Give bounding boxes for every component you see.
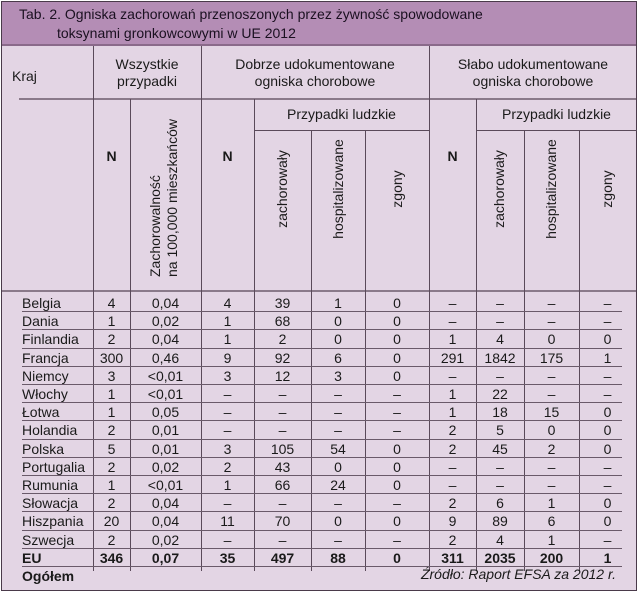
- value-cell: –: [496, 367, 504, 384]
- value-cell: –: [603, 313, 612, 330]
- value-cell: <0,01: [147, 386, 184, 402]
- value-cell: 2: [107, 458, 116, 475]
- value-cell: –: [496, 458, 504, 475]
- country-cell: Szwecja: [22, 531, 75, 548]
- value-cell: –: [547, 477, 556, 493]
- country-cell: Łotwa: [22, 404, 60, 421]
- value-cell: –: [393, 386, 401, 402]
- value-cell: –: [334, 531, 342, 548]
- value-cell: 18: [492, 404, 508, 421]
- country-cell: Francja: [22, 349, 69, 366]
- value-cell: 12: [274, 367, 291, 384]
- value-cell: 300: [99, 349, 124, 366]
- value-cell: 43: [274, 458, 291, 475]
- value-cell: 89: [492, 513, 508, 530]
- value-cell: 0: [334, 331, 342, 348]
- value-cell: 45: [492, 440, 508, 457]
- value-cell: 1: [107, 386, 116, 402]
- table-row: [2, 312, 636, 330]
- value-cell: 1: [334, 295, 342, 311]
- value-cell: –: [547, 386, 556, 402]
- table-row: [2, 349, 636, 367]
- header-hospitalizowane-slabo: hospitalizowane: [543, 139, 559, 239]
- value-cell: 39: [274, 295, 291, 311]
- value-cell: 88: [330, 549, 346, 566]
- value-cell: 0,02: [151, 531, 180, 548]
- value-cell: 4: [496, 331, 504, 348]
- value-cell: 0: [393, 549, 401, 566]
- value-cell: –: [223, 422, 232, 439]
- value-cell: –: [334, 422, 342, 439]
- table-frame: [1, 1, 637, 591]
- header-n-dobrze: N: [222, 148, 233, 164]
- header-zachorowalnosc-line2: na 100,000 mieszkańców: [164, 119, 180, 277]
- header-zgony: zgony: [389, 170, 405, 208]
- value-cell: 0: [393, 295, 401, 311]
- header-slabo: [429, 56, 637, 90]
- header-wszystkie-line1: Wszystkie: [115, 56, 179, 72]
- value-cell: –: [496, 477, 504, 493]
- value-cell: –: [603, 531, 612, 548]
- value-cell: 0: [393, 367, 401, 384]
- header-dobrze-line2: ogniska chorobowe: [254, 73, 376, 89]
- value-cell: 4: [107, 295, 116, 311]
- table-row: [2, 494, 636, 512]
- value-cell: 4: [223, 295, 232, 311]
- value-cell: 2: [448, 495, 457, 512]
- value-cell: 35: [219, 549, 236, 566]
- header-subdivider-slabo: [476, 130, 637, 131]
- value-cell: –: [334, 386, 342, 402]
- country-cell: Holandia: [22, 422, 78, 439]
- header-divider: [19, 98, 636, 100]
- value-cell: 1: [448, 331, 457, 348]
- value-cell: –: [278, 495, 287, 512]
- value-cell: 4: [496, 531, 504, 548]
- value-cell: 1: [603, 549, 612, 566]
- value-cell: –: [393, 495, 401, 512]
- value-cell: 311: [441, 549, 464, 566]
- value-cell: <0,01: [147, 477, 184, 493]
- value-cell: –: [448, 313, 457, 330]
- value-cell: 497: [270, 549, 295, 566]
- header-subdivider-dobrze: [254, 130, 429, 131]
- value-cell: 2: [223, 458, 232, 475]
- table-row: [2, 421, 636, 439]
- header-dobrze: [201, 56, 429, 90]
- value-cell: –: [223, 495, 232, 512]
- value-cell: 0,01: [151, 440, 180, 457]
- value-cell: 0: [393, 513, 401, 530]
- country-cell: Słowacja: [22, 495, 79, 512]
- value-cell: 0,04: [151, 295, 180, 311]
- value-cell: 92: [274, 349, 291, 366]
- value-cell: –: [393, 531, 401, 548]
- value-cell: 291: [440, 349, 465, 366]
- value-cell: 0: [393, 477, 401, 493]
- value-cell: 1842: [484, 349, 516, 366]
- value-cell: 0,46: [151, 349, 180, 366]
- value-cell: –: [278, 404, 287, 421]
- value-cell: –: [603, 367, 612, 384]
- country-cell: EU Ogółem: [22, 549, 75, 584]
- table-row: [2, 440, 636, 458]
- value-cell: 346: [99, 549, 124, 566]
- value-cell: –: [223, 386, 232, 402]
- value-cell: –: [603, 386, 612, 402]
- value-cell: –: [278, 386, 287, 402]
- value-cell: 2: [448, 531, 457, 548]
- value-cell: 2: [107, 422, 116, 439]
- country-cell: Rumunia: [22, 477, 79, 493]
- value-cell: 0: [393, 331, 401, 348]
- value-cell: –: [278, 531, 287, 548]
- source-note: Źródło: Raport EFSA za 2012 r.: [420, 566, 616, 582]
- value-cell: 1: [223, 313, 232, 330]
- value-cell: 2: [107, 495, 116, 512]
- table-row: [2, 476, 636, 494]
- value-cell: 6: [334, 349, 342, 366]
- table-row: [2, 385, 636, 403]
- table-title-bar: [2, 2, 636, 46]
- value-cell: –: [496, 313, 504, 330]
- header-dobrze-line1: Dobrze udokumentowane: [235, 56, 395, 72]
- country-cell: Dania: [22, 313, 59, 330]
- value-cell: –: [393, 422, 401, 439]
- country-cell: Polska: [22, 440, 65, 457]
- value-cell: –: [603, 295, 612, 311]
- value-cell: 0,04: [151, 331, 180, 348]
- value-cell: 9: [223, 349, 232, 366]
- value-cell: 5: [496, 422, 504, 439]
- table-row: [2, 403, 636, 421]
- value-cell: <0,01: [147, 367, 184, 384]
- value-cell: 200: [539, 549, 564, 566]
- value-cell: 11: [220, 513, 235, 530]
- value-cell: 1: [448, 386, 457, 402]
- value-cell: –: [547, 295, 556, 311]
- value-cell: –: [547, 313, 556, 330]
- value-cell: –: [547, 458, 556, 475]
- value-cell: 0: [393, 313, 401, 330]
- value-cell: 0: [603, 422, 612, 439]
- header-kraj: Kraj: [12, 68, 37, 84]
- value-cell: 66: [274, 477, 291, 493]
- value-cell: 3: [223, 367, 232, 384]
- value-cell: 70: [274, 513, 291, 530]
- header-zachorowaly-slabo: zachorowały: [491, 150, 507, 228]
- value-cell: 20: [103, 513, 120, 530]
- value-cell: 0: [334, 313, 342, 330]
- table-title-line1: Tab. 2. Ogniska zachorowań przenoszonych przez żywność spowodowane: [19, 6, 483, 22]
- value-cell: –: [448, 477, 457, 493]
- header-hospitalizowane: hospitalizowane: [330, 139, 346, 239]
- table-row: [2, 330, 636, 348]
- value-cell: 0: [393, 458, 401, 475]
- value-cell: 175: [539, 349, 564, 366]
- value-cell: –: [393, 404, 401, 421]
- country-cell: Portugalia: [22, 458, 86, 475]
- value-cell: 2: [547, 440, 556, 457]
- header-przypadki-ludzkie-dobrze: Przypadki ludzkie: [287, 106, 396, 122]
- value-cell: 22: [492, 386, 508, 402]
- value-cell: 0: [334, 458, 342, 475]
- value-cell: 1: [448, 404, 457, 421]
- value-cell: 15: [543, 404, 560, 421]
- value-cell: 0: [547, 422, 556, 439]
- value-cell: –: [448, 367, 457, 384]
- value-cell: 0: [393, 440, 401, 457]
- table-row: [2, 512, 636, 530]
- value-cell: –: [448, 295, 457, 311]
- value-cell: 2: [448, 440, 457, 457]
- value-cell: 0: [334, 513, 342, 530]
- value-cell: 2: [107, 531, 116, 548]
- value-cell: –: [547, 367, 556, 384]
- value-cell: 3: [107, 367, 116, 384]
- header-n-slabo: N: [447, 148, 458, 164]
- header-bottom-line: [2, 290, 636, 292]
- table-row: [2, 367, 636, 385]
- header-zachorowalnosc: [147, 117, 183, 277]
- value-cell: –: [334, 404, 342, 421]
- header-slabo-line1: Słabo udokumentowane: [457, 56, 609, 72]
- header-zachorowalnosc-line1: Zachorowalność: [147, 175, 163, 277]
- country-cell: Finlandia: [22, 331, 79, 348]
- value-cell: 1: [107, 313, 116, 330]
- value-cell: 3: [334, 367, 342, 384]
- value-cell: 1: [223, 477, 232, 493]
- value-cell: –: [223, 531, 232, 548]
- value-cell: 9: [448, 513, 457, 530]
- value-cell: 5: [107, 440, 116, 457]
- value-cell: 0,02: [151, 458, 180, 475]
- value-cell: 2035: [484, 549, 516, 566]
- table-row: [2, 294, 636, 312]
- value-cell: 0: [393, 349, 401, 366]
- header-zgony-slabo: zgony: [599, 170, 615, 208]
- country-cell: Niemcy: [22, 367, 69, 384]
- value-cell: 1: [547, 531, 556, 548]
- value-cell: 0: [603, 513, 612, 530]
- value-cell: 3: [223, 440, 232, 457]
- value-cell: 0,01: [151, 422, 180, 439]
- value-cell: 1: [603, 349, 612, 366]
- value-cell: –: [603, 477, 612, 493]
- value-cell: 0: [603, 495, 612, 512]
- value-cell: 2: [107, 331, 116, 348]
- value-cell: 1: [107, 404, 116, 421]
- table-row: [2, 531, 636, 549]
- header-slabo-line2: ogniska chorobowe: [472, 73, 594, 89]
- value-cell: 2: [448, 422, 457, 439]
- value-cell: –: [278, 422, 287, 439]
- table-title-line2: toksynami gronkowcowymi w UE 2012: [57, 25, 296, 41]
- table-row: [2, 458, 636, 476]
- value-cell: 0,05: [151, 404, 180, 421]
- value-cell: 2: [278, 331, 287, 348]
- value-cell: –: [334, 495, 342, 512]
- country-cell: Włochy: [22, 386, 68, 402]
- value-cell: 0,07: [151, 549, 180, 566]
- value-cell: 1: [107, 477, 116, 493]
- value-cell: 6: [547, 513, 556, 530]
- value-cell: –: [496, 295, 504, 311]
- value-cell: 1: [223, 331, 232, 348]
- value-cell: –: [448, 458, 457, 475]
- header-n-wszystkie: N: [106, 148, 117, 164]
- country-cell: Hiszpania: [22, 513, 84, 530]
- header-zachorowaly: zachorowały: [274, 150, 290, 228]
- value-cell: 0,02: [151, 313, 180, 330]
- value-cell: 0: [603, 331, 612, 348]
- value-cell: 1: [547, 495, 556, 512]
- value-cell: 0,04: [151, 513, 180, 530]
- header-wszystkie-line2: przypadki: [117, 73, 177, 89]
- value-cell: 0: [547, 331, 556, 348]
- value-cell: –: [223, 404, 232, 421]
- value-cell: 0: [603, 440, 612, 457]
- value-cell: 105: [270, 440, 295, 457]
- header-przypadki-ludzkie-slabo: Przypadki ludzkie: [502, 106, 611, 122]
- value-cell: 24: [330, 477, 346, 493]
- value-cell: 6: [496, 495, 504, 512]
- value-cell: 0: [603, 404, 612, 421]
- value-cell: 0,04: [151, 495, 180, 512]
- value-cell: 54: [330, 440, 346, 457]
- header-wszystkie: [93, 56, 201, 90]
- value-cell: 68: [274, 313, 291, 330]
- value-cell: –: [603, 458, 612, 475]
- country-cell: Belgia: [22, 295, 61, 311]
